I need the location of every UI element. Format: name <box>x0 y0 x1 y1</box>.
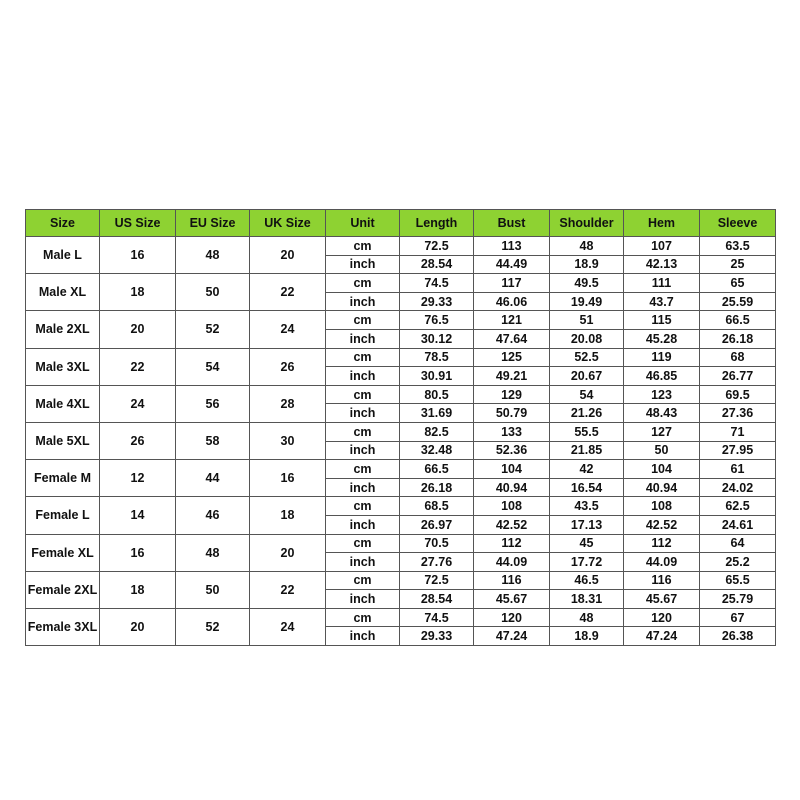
shoulder-cell: 21.85 <box>550 441 624 460</box>
sleeve-cell: 61 <box>700 460 776 479</box>
bust-cell: 125 <box>474 348 550 367</box>
size-cell: Female XL <box>26 534 100 571</box>
header-hem: Hem <box>624 210 700 237</box>
eu-size-cell: 48 <box>176 237 250 274</box>
us-size-cell: 12 <box>100 460 176 497</box>
length-cell: 29.33 <box>400 627 474 646</box>
eu-size-cell: 46 <box>176 497 250 534</box>
uk-size-cell: 18 <box>250 497 326 534</box>
uk-size-cell: 22 <box>250 571 326 608</box>
unit-cell: cm <box>326 497 400 516</box>
header-row <box>26 210 776 237</box>
unit-cell: inch <box>326 329 400 348</box>
unit-cell: cm <box>326 311 400 330</box>
bust-cell: 47.24 <box>474 627 550 646</box>
uk-size-cell: 24 <box>250 311 326 348</box>
bust-cell: 129 <box>474 385 550 404</box>
uk-size-cell: 20 <box>250 237 326 274</box>
sleeve-cell: 26.77 <box>700 367 776 386</box>
us-size-cell: 14 <box>100 497 176 534</box>
length-cell: 28.54 <box>400 255 474 274</box>
length-cell: 29.33 <box>400 292 474 311</box>
length-cell: 78.5 <box>400 348 474 367</box>
shoulder-cell: 48 <box>550 608 624 627</box>
unit-cell: inch <box>326 627 400 646</box>
us-size-cell: 18 <box>100 274 176 311</box>
length-cell: 26.97 <box>400 515 474 534</box>
size-cell: Male XL <box>26 274 100 311</box>
header-us-size: US Size <box>100 210 176 237</box>
unit-cell: cm <box>326 422 400 441</box>
hem-cell: 119 <box>624 348 700 367</box>
header-size: Size <box>26 210 100 237</box>
shoulder-cell: 51 <box>550 311 624 330</box>
size-cell: Male L <box>26 237 100 274</box>
length-cell: 31.69 <box>400 404 474 423</box>
shoulder-cell: 20.08 <box>550 329 624 348</box>
table-row-cm <box>26 274 776 293</box>
hem-cell: 127 <box>624 422 700 441</box>
length-cell: 72.5 <box>400 571 474 590</box>
hem-cell: 104 <box>624 460 700 479</box>
shoulder-cell: 43.5 <box>550 497 624 516</box>
size-cell: Female 3XL <box>26 608 100 645</box>
sleeve-cell: 25 <box>700 255 776 274</box>
uk-size-cell: 26 <box>250 348 326 385</box>
hem-cell: 46.85 <box>624 367 700 386</box>
eu-size-cell: 44 <box>176 460 250 497</box>
us-size-cell: 24 <box>100 385 176 422</box>
hem-cell: 42.13 <box>624 255 700 274</box>
hem-cell: 48.43 <box>624 404 700 423</box>
table-row-cm <box>26 348 776 367</box>
sleeve-cell: 26.18 <box>700 329 776 348</box>
us-size-cell: 26 <box>100 422 176 459</box>
length-cell: 30.91 <box>400 367 474 386</box>
header-shoulder: Shoulder <box>550 210 624 237</box>
shoulder-cell: 20.67 <box>550 367 624 386</box>
sleeve-cell: 65 <box>700 274 776 293</box>
header-eu-size: EU Size <box>176 210 250 237</box>
shoulder-cell: 18.31 <box>550 590 624 609</box>
unit-cell: cm <box>326 237 400 256</box>
us-size-cell: 22 <box>100 348 176 385</box>
us-size-cell: 16 <box>100 237 176 274</box>
size-cell: Male 2XL <box>26 311 100 348</box>
length-cell: 30.12 <box>400 329 474 348</box>
table-row-cm <box>26 571 776 590</box>
table-row-cm <box>26 608 776 627</box>
table-row-cm <box>26 385 776 404</box>
unit-cell: inch <box>326 255 400 274</box>
bust-cell: 52.36 <box>474 441 550 460</box>
unit-cell: inch <box>326 367 400 386</box>
shoulder-cell: 48 <box>550 237 624 256</box>
sleeve-cell: 67 <box>700 608 776 627</box>
us-size-cell: 18 <box>100 571 176 608</box>
length-cell: 28.54 <box>400 590 474 609</box>
table-row-cm <box>26 534 776 553</box>
uk-size-cell: 24 <box>250 608 326 645</box>
unit-cell: inch <box>326 292 400 311</box>
length-cell: 72.5 <box>400 237 474 256</box>
bust-cell: 44.49 <box>474 255 550 274</box>
uk-size-cell: 28 <box>250 385 326 422</box>
hem-cell: 50 <box>624 441 700 460</box>
sleeve-cell: 24.02 <box>700 478 776 497</box>
shoulder-cell: 16.54 <box>550 478 624 497</box>
bust-cell: 40.94 <box>474 478 550 497</box>
size-cell: Male 4XL <box>26 385 100 422</box>
length-cell: 74.5 <box>400 274 474 293</box>
table-row-cm <box>26 460 776 479</box>
hem-cell: 42.52 <box>624 515 700 534</box>
unit-cell: cm <box>326 460 400 479</box>
length-cell: 74.5 <box>400 608 474 627</box>
length-cell: 76.5 <box>400 311 474 330</box>
sleeve-cell: 65.5 <box>700 571 776 590</box>
sleeve-cell: 24.61 <box>700 515 776 534</box>
shoulder-cell: 18.9 <box>550 255 624 274</box>
unit-cell: inch <box>326 553 400 572</box>
length-cell: 82.5 <box>400 422 474 441</box>
shoulder-cell: 17.13 <box>550 515 624 534</box>
size-cell: Female M <box>26 460 100 497</box>
size-cell: Male 5XL <box>26 422 100 459</box>
length-cell: 26.18 <box>400 478 474 497</box>
header-length: Length <box>400 210 474 237</box>
bust-cell: 108 <box>474 497 550 516</box>
unit-cell: inch <box>326 441 400 460</box>
bust-cell: 42.52 <box>474 515 550 534</box>
hem-cell: 115 <box>624 311 700 330</box>
table-row-cm <box>26 497 776 516</box>
size-cell: Female 2XL <box>26 571 100 608</box>
uk-size-cell: 20 <box>250 534 326 571</box>
hem-cell: 47.24 <box>624 627 700 646</box>
hem-cell: 40.94 <box>624 478 700 497</box>
shoulder-cell: 49.5 <box>550 274 624 293</box>
bust-cell: 44.09 <box>474 553 550 572</box>
hem-cell: 112 <box>624 534 700 553</box>
hem-cell: 43.7 <box>624 292 700 311</box>
us-size-cell: 20 <box>100 311 176 348</box>
table-row-cm <box>26 311 776 330</box>
size-chart-table <box>25 209 776 646</box>
sleeve-cell: 63.5 <box>700 237 776 256</box>
hem-cell: 111 <box>624 274 700 293</box>
size-cell: Female L <box>26 497 100 534</box>
bust-cell: 50.79 <box>474 404 550 423</box>
table-body <box>26 237 776 646</box>
sleeve-cell: 26.38 <box>700 627 776 646</box>
eu-size-cell: 50 <box>176 274 250 311</box>
hem-cell: 107 <box>624 237 700 256</box>
uk-size-cell: 16 <box>250 460 326 497</box>
unit-cell: cm <box>326 534 400 553</box>
bust-cell: 47.64 <box>474 329 550 348</box>
sleeve-cell: 71 <box>700 422 776 441</box>
hem-cell: 45.67 <box>624 590 700 609</box>
sleeve-cell: 62.5 <box>700 497 776 516</box>
uk-size-cell: 22 <box>250 274 326 311</box>
table-row-cm <box>26 237 776 256</box>
length-cell: 66.5 <box>400 460 474 479</box>
sleeve-cell: 25.2 <box>700 553 776 572</box>
shoulder-cell: 46.5 <box>550 571 624 590</box>
unit-cell: inch <box>326 478 400 497</box>
eu-size-cell: 54 <box>176 348 250 385</box>
header-sleeve: Sleeve <box>700 210 776 237</box>
eu-size-cell: 56 <box>176 385 250 422</box>
length-cell: 27.76 <box>400 553 474 572</box>
shoulder-cell: 54 <box>550 385 624 404</box>
unit-cell: cm <box>326 348 400 367</box>
eu-size-cell: 58 <box>176 422 250 459</box>
sleeve-cell: 25.59 <box>700 292 776 311</box>
sleeve-cell: 66.5 <box>700 311 776 330</box>
shoulder-cell: 17.72 <box>550 553 624 572</box>
unit-cell: cm <box>326 571 400 590</box>
size-cell: Male 3XL <box>26 348 100 385</box>
us-size-cell: 20 <box>100 608 176 645</box>
shoulder-cell: 52.5 <box>550 348 624 367</box>
bust-cell: 113 <box>474 237 550 256</box>
shoulder-cell: 45 <box>550 534 624 553</box>
sleeve-cell: 27.36 <box>700 404 776 423</box>
unit-cell: cm <box>326 274 400 293</box>
unit-cell: inch <box>326 590 400 609</box>
unit-cell: cm <box>326 385 400 404</box>
length-cell: 70.5 <box>400 534 474 553</box>
length-cell: 68.5 <box>400 497 474 516</box>
hem-cell: 123 <box>624 385 700 404</box>
bust-cell: 116 <box>474 571 550 590</box>
bust-cell: 49.21 <box>474 367 550 386</box>
eu-size-cell: 48 <box>176 534 250 571</box>
header-uk-size: UK Size <box>250 210 326 237</box>
bust-cell: 112 <box>474 534 550 553</box>
us-size-cell: 16 <box>100 534 176 571</box>
eu-size-cell: 52 <box>176 311 250 348</box>
bust-cell: 120 <box>474 608 550 627</box>
hem-cell: 120 <box>624 608 700 627</box>
hem-cell: 108 <box>624 497 700 516</box>
sleeve-cell: 27.95 <box>700 441 776 460</box>
sleeve-cell: 64 <box>700 534 776 553</box>
bust-cell: 121 <box>474 311 550 330</box>
length-cell: 80.5 <box>400 385 474 404</box>
eu-size-cell: 52 <box>176 608 250 645</box>
bust-cell: 133 <box>474 422 550 441</box>
header-bust: Bust <box>474 210 550 237</box>
length-cell: 32.48 <box>400 441 474 460</box>
sleeve-cell: 69.5 <box>700 385 776 404</box>
unit-cell: inch <box>326 515 400 534</box>
hem-cell: 44.09 <box>624 553 700 572</box>
bust-cell: 45.67 <box>474 590 550 609</box>
sleeve-cell: 25.79 <box>700 590 776 609</box>
shoulder-cell: 21.26 <box>550 404 624 423</box>
hem-cell: 116 <box>624 571 700 590</box>
table-row-cm <box>26 422 776 441</box>
unit-cell: cm <box>326 608 400 627</box>
hem-cell: 45.28 <box>624 329 700 348</box>
shoulder-cell: 55.5 <box>550 422 624 441</box>
eu-size-cell: 50 <box>176 571 250 608</box>
bust-cell: 117 <box>474 274 550 293</box>
shoulder-cell: 18.9 <box>550 627 624 646</box>
shoulder-cell: 19.49 <box>550 292 624 311</box>
bust-cell: 46.06 <box>474 292 550 311</box>
header-unit: Unit <box>326 210 400 237</box>
sleeve-cell: 68 <box>700 348 776 367</box>
bust-cell: 104 <box>474 460 550 479</box>
uk-size-cell: 30 <box>250 422 326 459</box>
unit-cell: inch <box>326 404 400 423</box>
shoulder-cell: 42 <box>550 460 624 479</box>
